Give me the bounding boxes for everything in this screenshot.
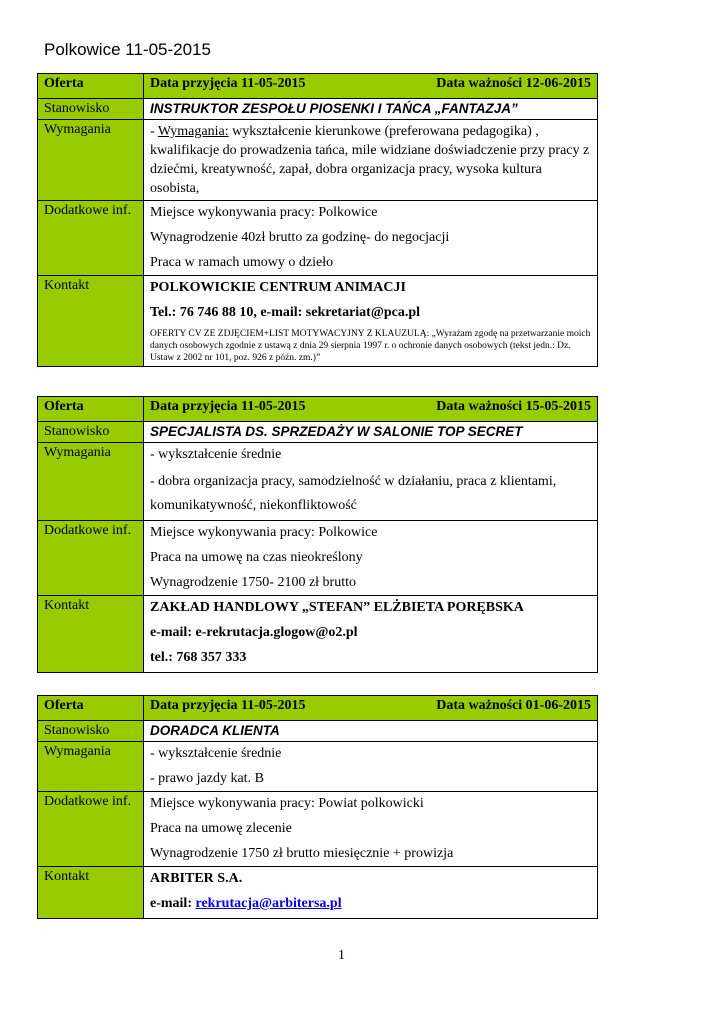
contact-line: Tel.: 76 746 88 10, e-mail: sekretariat@pca.pl (150, 305, 421, 320)
label-dodatkowe: Dodatkowe inf. (38, 521, 144, 596)
additional-info (144, 201, 598, 276)
offer-dates (144, 74, 598, 99)
date-posted: Data przyjęcia 11-05-2015 (150, 76, 306, 91)
requirement-line: - prawo jazdy kat. B (150, 771, 264, 786)
label-wymagania: Wymagania (38, 120, 144, 201)
requirements (144, 120, 598, 201)
contact-name: ARBITER S.A. (150, 871, 243, 886)
contact-info (144, 867, 598, 919)
label-wymagania: Wymagania (38, 443, 144, 521)
label-kontakt: Kontakt (38, 596, 144, 673)
date-valid: Data ważności 01-06-2015 (436, 698, 591, 713)
page-header-date: Polkowice 11-05-2015 (44, 40, 211, 59)
label-stanowisko: Stanowisko (38, 422, 144, 443)
label-dodatkowe: Dodatkowe inf. (38, 792, 144, 867)
requirement-line: - wykształcenie średnie (150, 746, 282, 761)
contact-note: OFERTY CV ZE ZDJĘCIEM+LIST MOTYWACYJNY Z KLAUZULĄ: „Wyrażam zgodę na przetwarzanie moich danych osobowych zgodnie z ustawą z dnia 29 sierpnia 1997 r. o ochronie danych osobowych (tekst jedn.: Dz. Ustaw z 2002 nr 101, poz. 926 z późn. zm.)” (150, 329, 591, 363)
requirement-line: - wykształcenie średnie (150, 447, 282, 462)
requirements (144, 742, 598, 792)
info-line: Praca w ramach umowy o dzieło (150, 255, 334, 270)
job-offer-table (37, 695, 598, 919)
label-dodatkowe: Dodatkowe inf. (38, 201, 144, 276)
label-stanowisko: Stanowisko (38, 721, 144, 742)
contact-info (144, 596, 598, 673)
contact-email-row (150, 894, 591, 914)
info-line: Praca na umowę na czas nieokreślony (150, 550, 363, 565)
date-posted: Data przyjęcia 11-05-2015 (150, 698, 306, 713)
info-line: Miejsce wykonywania pracy: Powiat polkowicki (150, 796, 424, 811)
date-valid: Data ważności 15-05-2015 (436, 399, 591, 414)
label-wymagania: Wymagania (38, 742, 144, 792)
job-offer-table (37, 396, 598, 673)
email-link[interactable]: rekrutacja@arbitersa.pl (195, 896, 342, 911)
label-kontakt: Kontakt (38, 867, 144, 919)
info-line: Wynagrodzenie 1750 zł brutto miesięcznie + prowizja (150, 846, 454, 861)
info-line: Miejsce wykonywania pracy: Polkowice (150, 525, 378, 540)
date-posted: Data przyjęcia 11-05-2015 (150, 399, 306, 414)
position-title: INSTRUKTOR ZESPOŁU PIOSENKI I TAŃCA „FANTAZJA” (144, 99, 598, 120)
additional-info (144, 521, 598, 596)
contact-phone: tel.: 768 357 333 (150, 650, 247, 665)
additional-info (144, 792, 598, 867)
label-kontakt: Kontakt (38, 276, 144, 367)
contact-info (144, 276, 598, 367)
position-title: DORADCA KLIENTA (144, 721, 598, 742)
contact-email: e-mail: e-rekrutacja.glogow@o2.pl (150, 625, 358, 640)
req-prefix: - (150, 124, 158, 139)
label-oferta: Oferta (38, 397, 144, 422)
date-valid: Data ważności 12-06-2015 (436, 76, 591, 91)
offer-dates (144, 397, 598, 422)
label-oferta: Oferta (38, 696, 144, 721)
info-line: Miejsce wykonywania pracy: Polkowice (150, 205, 378, 220)
requirements (144, 443, 598, 521)
contact-email-label: e-mail: (150, 896, 196, 911)
contact-name: ZAKŁAD HANDLOWY „STEFAN” ELŻBIETA PORĘBSKA (150, 600, 524, 615)
label-stanowisko: Stanowisko (38, 99, 144, 120)
offer-dates (144, 696, 598, 721)
page-number: 1 (338, 948, 345, 963)
info-line: Praca na umowę zlecenie (150, 821, 292, 836)
info-line: Wynagrodzenie 40zł brutto za godzinę- do negocjacji (150, 230, 450, 245)
job-offer-table (37, 73, 598, 367)
contact-name: POLKOWICKIE CENTRUM ANIMACJI (150, 280, 406, 295)
req-text: wykształcenie kierunkowe (preferowana pedagogika) , kwalifikacje do prowadzenia tańca, mile widziane doświadczenie przy pracy z dziećmi, kreatywność, zapał, dobra organizacja pracy, wysoka kultura osobista, (150, 124, 590, 196)
position-title: SPECJALISTA DS. SPRZEDAŻY W SALONIE TOP SECRET (144, 422, 598, 443)
label-oferta: Oferta (38, 74, 144, 99)
info-line: Wynagrodzenie 1750- 2100 zł brutto (150, 575, 356, 590)
req-underlined: Wymagania: (157, 124, 229, 139)
requirement-line: - dobra organizacja pracy, samodzielność w działaniu, praca z klientami, komunikatywność, niekonfliktowość (150, 474, 557, 513)
